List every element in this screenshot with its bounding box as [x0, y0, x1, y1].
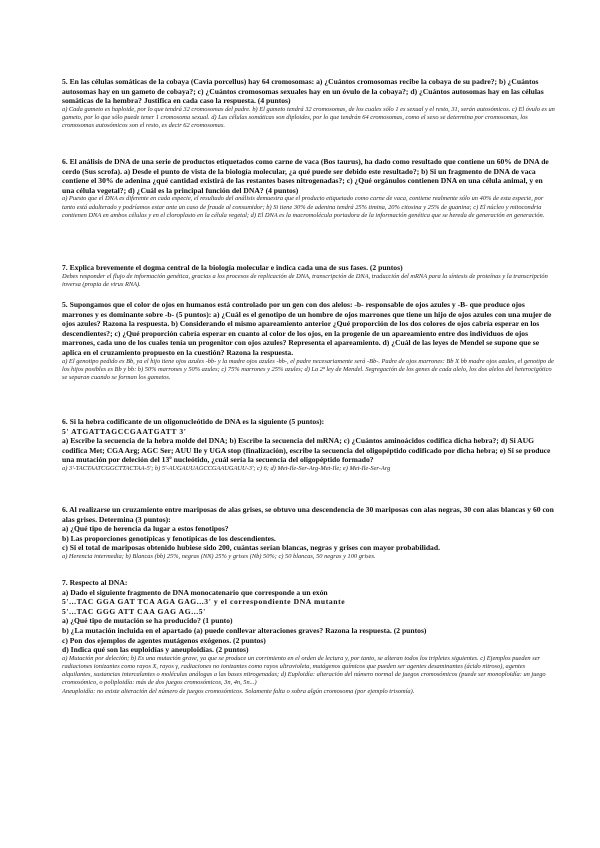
question-item: a) ¿Qué tipo de mutación se ha producido? (1 punto) [62, 616, 233, 626]
question-statement: 5. Supongamos que el color de ojos en humanos está controlado por un gen con dos alelos: -b- responsable de ojos azules y -B- que produce ojos marrones y es dominante sobre -b- (5 puntos): a) ¿Cuál es el genotipo de un hombre de ojos marrones que tiene un hijo de ojos azules con una mujer de ojos azules? Razona la respuesta. b) Considerando el mismo apareamiento anterior ¿Qué proporción de los dos colores de ojos cabría esperar en los descendientes?; c) ¿Qué proporción cabría esperar en cuanto al color de los ojos, en la progenie de un apareamiento entre dos individuos de ojos marrones, cada uno de los cuales tenía un progenitor con ojos azules? Representa el apareamiento. d) ¿Cuál de las leyes de Mendel se supone que se aplica en el cruzamiento propuesto en la cuestión? Razona la respuesta. [62, 300, 552, 357]
question-6-dna-analysis [62, 157, 556, 220]
question-answer: a) El genotipo pedido es Bb, ya el hijo tiene ojos azules -bb- y la madre ojos azules -bb-, el padre necesariamente será -Bb-. Padre de ojos marrones: Bb X bb madre ojos azules, el genotipo de los hijos posibles es Bb y bb: b) 50% marrones y 50% azules; c) 75% marrones y 25% azules; d) La 2ª ley de Mendel. Segregación de los genes de cada alelo, los dos alelos del heterocigótico se separan cuando se forman los gametos. [62, 357, 554, 381]
question-item: d) Indica qué son las euploidías y aneuploidías. (2 puntos) [62, 645, 249, 655]
dna-sequence: 5' ATGATTAGCCGAATGATT 3' [62, 426, 187, 436]
question-5-guinea-pig [62, 77, 556, 130]
question-5-eye-color [62, 300, 556, 382]
question-6-butterflies [62, 505, 556, 561]
question-answer: a) Puesto que el DNA es diferente en cada especie, el resultado del análisis demuestra que el producto etiquetado como carne de vaca, contiene realmente sólo un 40% de esta especie, por tanto está adulterado y podríamos estar ante un caso de fraude al consumidor; b) Si tiene 30% de adenina tendrá 25% timina, 20% citosina y 25% de guanina; c) El núcleo y mitocondria contienen DNA en ambos células y en el cloroplasto en la célula vegetal; d) El DNA es la macromolécula portadora de la información genética que se hereda de generación en generación. [62, 195, 545, 219]
question-item: a) ¿Qué tipo de herencia da lugar a estos fenotipos? [62, 524, 229, 534]
question-item: c) Pon dos ejemplos de agentes mutágenos exógenos. (2 puntos) [62, 635, 266, 645]
question-statement: 7. Explica brevemente el dogma central de la biología molecular e indica cada una de sus fases. (2 puntos) [62, 263, 403, 272]
question-item: a) Dado el siguiente fragmento de DNA monocatenario que corresponde a un exón [62, 587, 328, 597]
question-answer: a) Cada gameto es haploide, por lo que tendrá 32 cromosomas del padre. b) El gameto tendrá 32 cromosomas, de los cuales sólo 1 es sexual y el resto, 31, serán autosómicos. c) El óvulo es un gameto, por lo que sólo puede tener 1 cromosoma sexual. d) Las células somáticas son diploides, por lo que tendrán 64 cromosomas, como el sexo se determina por cromosomas, los cromosomas autosómicos son el resto, es decir 62 cromosomas. [62, 105, 555, 130]
question-answer-continued: Aneuploidía: no existe alteración del número de juegos cromosómicos. Solamente falta o sobra algún cromosoma (por ejemplo trisomía). [62, 687, 415, 695]
question-statement: 5. En las células somáticas de la cobaya (Cavia porcellus) hay 64 cromosomas: a) ¿Cuántos cromosomas recibe la cobaya de su padre?; b) ¿Cuántos autosomas hay en un gameto de cobaya?; c) ¿Cuántos cromosomas sexuales hay en un óvulo de la cobaya?; d) ¿Cuántos autosomas hay en las células somáticas de la hembra? Justifica en cada caso la respuesta. (4 puntos) [62, 77, 544, 106]
dna-sequence-mutant: 5'...TAC GGG ATT CAA GAG AG...5' [62, 606, 206, 616]
dna-sequence-original: 5'...TAC GGA GAT TCA AGA GAG...3' y el correspondiente DNA mutante [62, 597, 346, 607]
question-statement: 6. El análisis de DNA de una serie de productos etiquetados como carne de vaca (Bos taurus), ha dado como resultado que contiene un 60% de DNA de cerdo (Sus scrofa). a) Desde el punto de vista de la biología molecular, ¿a qué puede ser debido este resultado?; b) Si un fragmento de DNA de vaca contiene el 30% de adenina ¿qué cantidad existirá de las restantes bases nitrogenadas?; c) ¿Qué orgánulos contienen DNA en una célula animal, y en una célula vegetal?; d) ¿Cuál es la principal función del DNA? (4 puntos) [62, 157, 549, 195]
question-6-oligonucleotide [62, 417, 556, 473]
question-item: b) ¿La mutación incluida en el apartado (a) puede conllevar alteraciones graves? Razona la respuesta. (2 puntos) [62, 625, 427, 635]
question-statement: 6. Si la hebra codificante de un oligonucleótido de DNA es la siguiente (5 puntos): [62, 417, 325, 426]
question-answer: a) Mutación por deleción; b) Es una mutación grave, ya que se produce un corrimiento en el orden de lectura y, por tanto, se alteran todos los tripletes siguientes. c) Ejemplos pueden ser radiaciones ionizantes como rayos X, rayos γ, radiaciones no ionizantes como rayos ultravioleta, mutágenos químicos que pueden ser agentes desaminantes (ácido nitroso), agentes alquilantes, sustancias intercalantes o moléculas análogas a las bases nitrogenadas; d) Euploidía: alteración del número normal de juegos cromosómicos (puede ser monoploidía: un juego cromosómico, o poliploidía: más de dos juegos cromosómicos, 3n, 4n, 5n...) [62, 654, 546, 687]
question-items: a) Escribe la secuencia de la hebra molde del DNA; b) Escribe la secuencia del mRNA; c) ¿Cuántos aminoácidos codifica dicha hebra?; d) Si AUG codifica Met; CGA Arg; AGC Ser; AUU Ile y UGA stop (finalización), escribe la secuencia del oligopéptido codificado por dicha hebra; e) Si se produce una mutación por deleción del 13º nucleótido, ¿cuál sería la secuencia del oligopéptido formado? [62, 436, 551, 465]
question-statement: 6. Al realizarse un cruzamiento entre mariposas de alas grises, se obtuvo una descendencia de 30 mariposas con alas negras, 30 con alas blancas y 60 con alas grises. Determina (3 puntos): [62, 505, 554, 524]
question-item: c) Si el total de mariposas obtenido hubiese sido 200, cuántas serían blancas, negras y grises con mayor probabilidad. [62, 543, 440, 553]
question-item: b) Las proporciones genotípicas y fenotípicas de los descendientes. [62, 533, 276, 543]
question-7-central-dogma [62, 263, 556, 289]
question-answer: Debes responder el flujo de información genética, gracias a los procesos de replicación de DNA, transcripción de DNA, traducción del mRNA para la síntesis de proteínas y la transcripción inversa (propia de virus RNA). [62, 272, 548, 288]
question-statement: 7. Respecto al DNA: [62, 578, 128, 587]
question-7-dna-mutation [62, 578, 556, 696]
question-answer: a) Herencia intermedia; b) Blancas (bb) 25%, negras (NN) 25% y grises (Nb) 50%; c) 50 blancas, 50 negras y 100 grises. [62, 552, 376, 560]
question-answer: a) 3'-TACTAATCGGCTTACTAA-5'; b) 5'-AUGAUUAGCCGAAUGAUU-3'; c) 6; d) Met-Ile-Ser-Arg-Met-Ile; e) Met-Ile-Ser-Arg [62, 464, 391, 472]
